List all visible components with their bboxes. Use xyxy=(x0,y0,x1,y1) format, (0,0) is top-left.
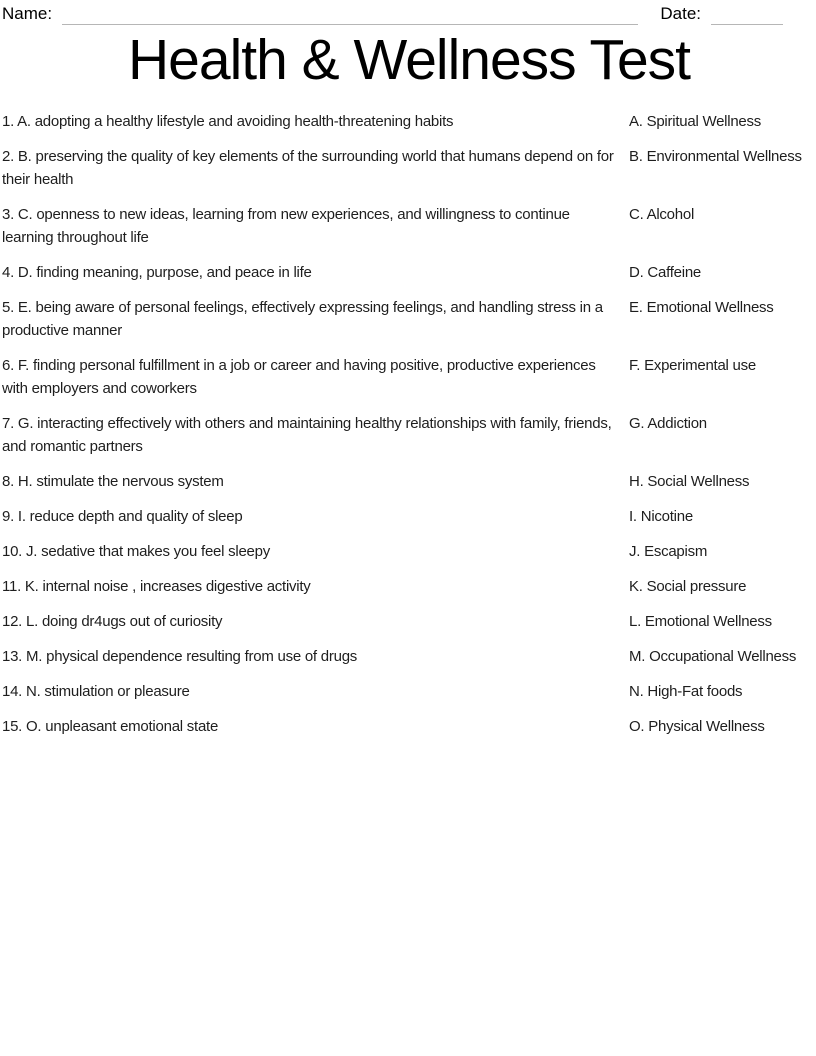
header xyxy=(2,3,816,25)
page-title: Health & Wellness Test xyxy=(128,28,690,92)
question-text: 10. J. sedative that makes you feel sleepy xyxy=(2,542,270,560)
question-text: 6. F. finding personal fulfillment in a job or career and having positive, productive experiences with employers and coworkers xyxy=(2,356,596,397)
date-label: Date: xyxy=(660,4,701,23)
answer-option: L. Emotional Wellness xyxy=(629,612,772,630)
answer-option: F. Experimental use xyxy=(629,356,756,374)
question-text: 7. G. interacting effectively with others and maintaining healthy relationships with family, friends, and romantic partners xyxy=(2,414,612,455)
question-text: 4. D. finding meaning, purpose, and peace in life xyxy=(2,263,312,281)
matching-row xyxy=(2,203,816,249)
matching-row xyxy=(2,412,816,458)
date-blank-line xyxy=(711,10,783,25)
answer-option: B. Environmental Wellness xyxy=(629,147,802,165)
matching-row xyxy=(2,540,816,563)
matching-row xyxy=(2,354,816,400)
question-text: 11. K. internal noise , increases digestive activity xyxy=(2,577,311,595)
answer-option: K. Social pressure xyxy=(629,577,747,595)
answer-option: A. Spiritual Wellness xyxy=(629,112,762,130)
answer-option: H. Social Wellness xyxy=(629,472,750,490)
question-text: 13. M. physical dependence resulting from use of drugs xyxy=(2,647,358,665)
name-label: Name: xyxy=(2,4,53,23)
question-text: 15. O. unpleasant emotional state xyxy=(2,717,219,735)
matching-row xyxy=(2,715,816,738)
answer-option: O. Physical Wellness xyxy=(629,717,765,735)
answer-option: N. High-Fat foods xyxy=(629,682,743,700)
question-text: 9. I. reduce depth and quality of sleep xyxy=(2,507,243,525)
name-blank-line xyxy=(62,10,638,25)
answer-option: G. Addiction xyxy=(629,414,707,432)
matching-row xyxy=(2,610,816,633)
answer-option: C. Alcohol xyxy=(629,205,695,223)
answer-option: J. Escapism xyxy=(629,542,708,560)
matching-row xyxy=(2,296,816,342)
question-text: 5. E. being aware of personal feelings, effectively expressing feelings, and handling stress in a productive manner xyxy=(2,298,603,339)
matching-row xyxy=(2,505,816,528)
answer-option: D. Caffeine xyxy=(629,263,702,281)
question-text: 2. B. preserving the quality of key elements of the surrounding world that humans depend on for their health xyxy=(2,147,614,188)
question-text: 14. N. stimulation or pleasure xyxy=(2,682,190,700)
matching-row xyxy=(2,261,816,284)
answer-option: M. Occupational Wellness xyxy=(629,647,797,665)
matching-row xyxy=(2,110,816,133)
question-text: 3. C. openness to new ideas, learning from new experiences, and willingness to continue learning throughout life xyxy=(2,205,570,246)
matching-row xyxy=(2,575,816,598)
question-text: 1. A. adopting a healthy lifestyle and avoiding health-threatening habits xyxy=(2,112,454,130)
matching-row xyxy=(2,145,816,191)
question-text: 12. L. doing dr4ugs out of curiosity xyxy=(2,612,223,630)
question-text: 8. H. stimulate the nervous system xyxy=(2,472,224,490)
answer-option: E. Emotional Wellness xyxy=(629,298,774,316)
matching-row xyxy=(2,645,816,668)
answer-option: I. Nicotine xyxy=(629,507,693,525)
matching-row xyxy=(2,470,816,493)
matching-row xyxy=(2,680,816,703)
matching-list xyxy=(2,110,816,738)
